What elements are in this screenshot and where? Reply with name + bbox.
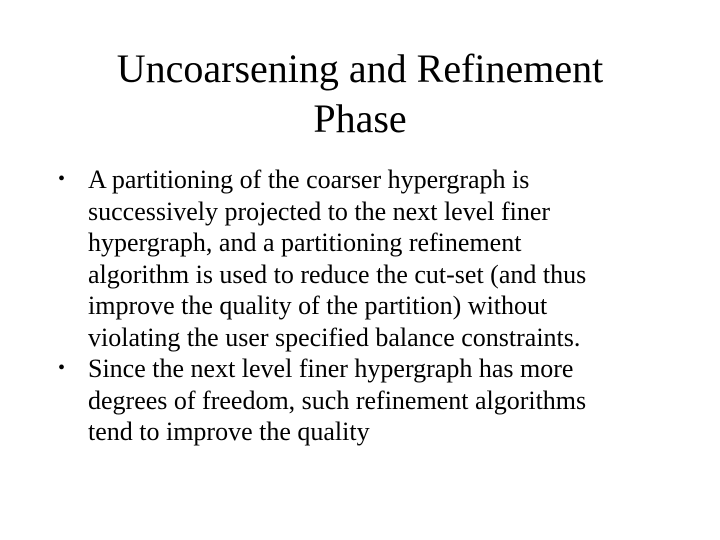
bullet-line: Since the next level finer hypergraph has more bbox=[88, 354, 574, 383]
slide-title bbox=[40, 44, 680, 144]
bullet-text bbox=[88, 164, 658, 353]
bullet-line: successively projected to the next level finer bbox=[88, 196, 551, 226]
bullet-item bbox=[58, 164, 658, 353]
bullet-line: algorithm is used to reduce the cut-set (and thus bbox=[88, 259, 587, 289]
bullet-line: degrees of freedom, such refinement algorithms bbox=[88, 385, 587, 415]
bullet-list bbox=[58, 164, 658, 448]
bullet-marker: • bbox=[58, 357, 66, 379]
bullet-line: A partitioning of the coarser hypergraph is bbox=[88, 165, 530, 194]
bullet-line: hypergraph, and a partitioning refinement bbox=[88, 228, 522, 257]
bullet-item bbox=[58, 353, 658, 448]
bullet-marker: • bbox=[58, 168, 66, 190]
slide-title-line: Uncoarsening and Refinement bbox=[116, 46, 604, 91]
bullet-line: improve the quality of the partition) without bbox=[88, 291, 548, 320]
bullet-text bbox=[88, 353, 658, 448]
bullet-line: tend to improve the quality bbox=[88, 417, 370, 446]
slide-title-line: Phase bbox=[313, 96, 407, 141]
bullet-line: violating the user specified balance constraints. bbox=[88, 322, 581, 352]
